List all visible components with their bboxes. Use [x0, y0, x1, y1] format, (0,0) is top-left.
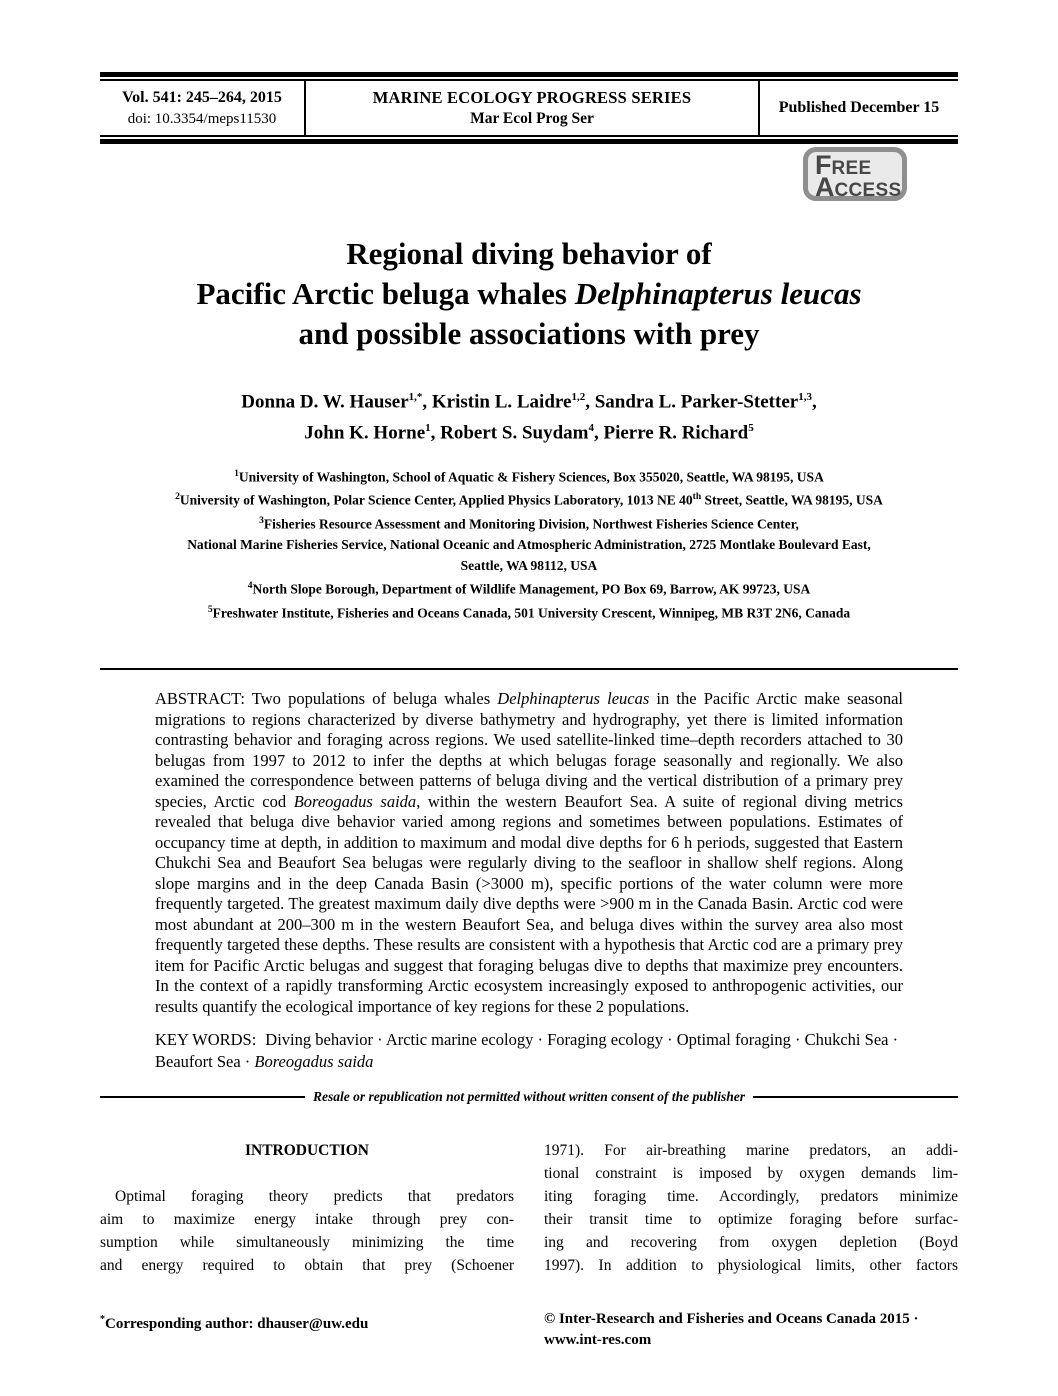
free-access-badge	[803, 147, 907, 201]
paragraph-line: their transit time to optimize foraging before surfac-	[544, 1211, 958, 1229]
affiliation-5: $^5$Freshwater Institute, Fisheries and Oceans Canada, 501 University Crescent, Winnipeg, MB R3T 2N6, Canada	[207, 604, 851, 621]
abstract-top-rule	[100, 668, 958, 670]
paragraph-line: tional constraint is imposed by oxygen demands lim-	[544, 1165, 958, 1183]
volume-cell	[100, 81, 306, 135]
rule-left-segment	[100, 1096, 305, 1098]
intro-right-column	[544, 1139, 958, 1277]
badge-letter: A	[815, 172, 835, 202]
rule-right-segment	[753, 1096, 958, 1098]
paragraph-line: 1971). For air-breathing marine predators, an addi-	[544, 1142, 958, 1160]
resale-notice	[100, 1089, 958, 1105]
copyright-notice	[544, 1309, 958, 1351]
bottom-thick-rule	[100, 139, 958, 144]
abstract-text: , within the western Beaufort Sea. A suite of regional diving metrics revealed that beluga dive behavior varied among regions and sometimes between populations. Estimates of occupancy time at depth, in addition to maximum and modal dive depths for 6 h periods, suggested that Eastern Chukchi Sea and Beaufort Sea belugas were regularly diving to the seafloor in shallow shelf regions. Along slope margins and in the deep Canada Basin (>3000 m), specific portions of the water column were more frequently targeted. The greatest maximum daily dive depths were >900 m in the Canada Basin. Arctic cod were most abundant at 200–300 m in the western Beaufort Sea, and beluga dives within the survey area also most frequently targeted these depths. These results are consistent with a hypothesis that Arctic cod are a primary prey item for Pacific Arctic belugas and suggest that foraging belugas dive to depths that maximize prey encounters. In the context of a rapidly transforming Arctic ecosystem increasingly exposed to anthropogenic activities, our results quantify the ecological importance of key regions for these 2 populations.	[155, 791, 903, 1016]
journal-name-cell	[306, 81, 760, 135]
title-text: Pacific Arctic beluga whales	[196, 276, 575, 311]
section-heading-introduction: INTRODUCTION	[244, 1142, 369, 1160]
title-line-3	[100, 314, 958, 354]
paragraph-line: iting foraging time. Accordingly, predators minimize	[544, 1188, 958, 1206]
free-access-line1	[815, 150, 902, 180]
affiliation-1: $^1$University of Washington, School of Aquatic & Fishery Sciences, Box 355020, Seattle, WA 98195, USA	[234, 468, 824, 485]
species-name: Boreogadus saida	[254, 1052, 374, 1072]
doi-line: doi: 10.3354/meps11530	[127, 111, 277, 127]
free-access-line2	[815, 172, 902, 202]
title-text: and possible associations with prey	[298, 316, 760, 351]
paragraph-line: ing and recovering from oxygen depletion (Boyd	[544, 1234, 958, 1252]
badge-text: CCESS	[834, 180, 902, 201]
paragraph-line: sumption while simultaneously minimizing the time	[100, 1234, 514, 1252]
author-list	[100, 384, 958, 447]
journal-masthead	[100, 72, 958, 144]
abstract-text: ABSTRACT: Two populations of beluga whales	[155, 689, 498, 709]
affiliation-3: $^3$Fisheries Resource Assessment and Monitoring Division, Northwest Fisheries Science Center,	[259, 515, 799, 532]
corresponding-author-note: *Corresponding author: dhauser@uw.edu	[100, 1314, 369, 1333]
introduction-section	[100, 1139, 958, 1277]
title-text: Regional diving behavior of	[346, 236, 712, 271]
affiliation-list	[100, 464, 958, 624]
page-footer	[100, 1309, 958, 1351]
affiliation-3-continued: National Marine Fisheries Service, National Oceanic and Atmospheric Administration, 2725 Montlake Boulevard East,	[187, 537, 871, 553]
published-date: Published December 15	[778, 99, 940, 116]
badge-letter: F	[815, 150, 832, 180]
keywords	[155, 1029, 903, 1073]
masthead-box	[100, 79, 958, 137]
paper-title	[100, 234, 958, 354]
abstract	[155, 689, 903, 1017]
paragraph-line: Optimal foraging theory predicts that predators	[115, 1188, 514, 1206]
published-cell	[760, 81, 958, 135]
author-line-1: Donna D. W. Hauser$^{1,*}$, Kristin L. Laidre$^{1,2}$, Sandra L. Parker-Stetter$^{1,3}$,	[241, 391, 817, 413]
paragraph-line: and energy required to obtain that prey (Schoener	[100, 1257, 514, 1275]
publisher-url: www.int-res.com	[544, 1332, 652, 1349]
title-line-1	[100, 234, 958, 274]
species-name: Delphinapterus leucas	[497, 689, 650, 709]
affiliation-4: $^4$North Slope Borough, Department of Wildlife Management, PO Box 69, Barrow, AK 99723, USA	[247, 581, 811, 597]
paragraph-line: aim to maximize energy intake through prey con-	[100, 1211, 514, 1229]
journal-abbreviation: Mar Ecol Prog Ser	[470, 110, 594, 127]
author-line-2: John K. Horne$^1$, Robert S. Suydam$^4$, Pierre R. Richard$^5$	[304, 422, 754, 444]
journal-name: MARINE ECOLOGY PROGRESS SERIES	[372, 88, 692, 107]
affiliation-2: $^2$University of Washington, Polar Science Center, Applied Physics Laboratory, 1013 NE 40th Street, Seattle, WA 98195, USA	[175, 492, 883, 508]
top-thick-rule	[100, 72, 958, 77]
keywords-label: KEY WORDS:	[155, 1030, 257, 1050]
affiliation-3-continued: Seattle, WA 98112, USA	[460, 558, 598, 574]
keywords-text: Diving behavior · Arctic marine ecology · Foraging ecology · Optimal foraging · Chukchi Sea · Beaufort Sea ·	[155, 1030, 899, 1072]
resale-text: Resale or republication not permitted without written consent of the publisher	[312, 1089, 746, 1105]
intro-left-column	[100, 1139, 514, 1277]
copyright-line: © Inter-Research and Fisheries and Oceans Canada 2015 ·	[544, 1311, 919, 1328]
volume-line: Vol. 541: 245–264, 2015	[122, 89, 282, 106]
species-name: Delphinapterus leucas	[574, 276, 862, 311]
abstract-text: in the Pacific Arctic make seasonal migrations to regions characterized by diverse bathymetry and hydrography, yet there is limited information contrasting behavior and foraging across regions. We used satellite-linked time–depth recorders attached to 30 belugas from 1997 to 2012 to infer the depths at which belugas forage seasonally and regionally. We also examined the correspondence between patterns of beluga diving and the vertical distribution of a primary prey species, Arctic cod	[155, 689, 904, 811]
title-line-2	[100, 274, 958, 314]
badge-text: REE	[831, 158, 872, 179]
species-name: Boreogadus saida	[293, 791, 417, 811]
paragraph-line: 1997). In addition to physiological limits, other factors	[544, 1257, 958, 1275]
